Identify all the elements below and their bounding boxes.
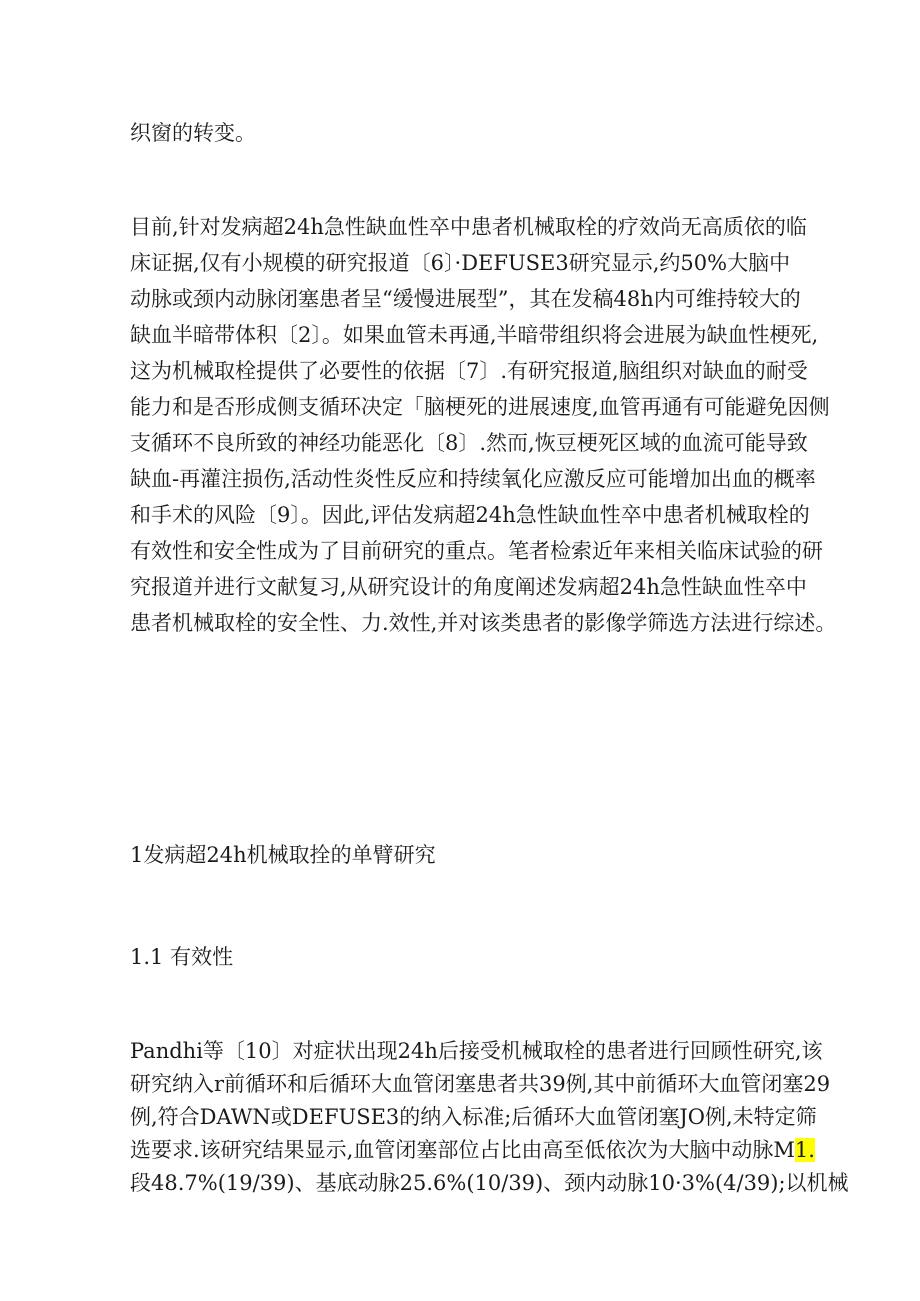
text-line: 目前,针对发病超24h急性缺血性卒中患者机械取栓的疗效尚无高质依的临 bbox=[130, 215, 807, 239]
section-heading: 1发病超24h机械取拴的单臂研究 bbox=[130, 843, 436, 867]
text-line: 和手术的风险〔9〕。因此,评估发病超24h急性缺血性卒中患者机械取栓的 bbox=[130, 503, 810, 527]
text-segment: 选要求.该研究结果显示,血管闭塞部位占比由高至低依次为大脑中动脉M bbox=[130, 1138, 795, 1162]
text-line: 有效性和安全性成为了目前研究的重点。笔者检索近年来相关临床试验的研 bbox=[130, 539, 823, 563]
highlighted-text: 1. bbox=[794, 1138, 815, 1162]
text-line: 例,符合DAWN或DEFUSE3的纳入标准;后循环大血管闭塞JO例,未特定筛 bbox=[130, 1105, 817, 1129]
text-line: 床证据,仅有小规模的研究报道〔6〕·DEFUSE3研究显示,约50%大脑中 bbox=[130, 251, 791, 275]
text-line: 患者机械取栓的安全性、力.效性,并对该类患者的影像学筛选方法进行综述。 bbox=[130, 611, 837, 635]
text-line: 研究纳入r前循环和后循环大血管闭塞患者共39例,其中前循环大血管闭塞29 bbox=[130, 1072, 831, 1096]
text-line: 能力和是否形成侧支循环决定「脑梗死的进展速度,血管再通有可能避免因侧 bbox=[130, 395, 830, 419]
text-line: 缺血半暗带体积〔2〕。如果血管未再通,半暗带组织将会进展为缺血性梗死, bbox=[130, 323, 819, 347]
text-line: 支循环不良所致的神经功能恶化〔8〕.然而,恢豆梗死区域的血流可能导致 bbox=[130, 431, 808, 455]
top-line: 织窗的转变。 bbox=[130, 121, 256, 145]
text-line: 动脉或颈内动脉闭塞患者呈“缓慢进展型”，其在发稿48h内可维持较大的 bbox=[130, 287, 801, 311]
text-line: 这为机械取栓提供了必要性的依据〔7〕.有研究报道,脑组织对缺血的耐受 bbox=[130, 359, 808, 383]
paragraph-2 bbox=[130, 1035, 849, 1200]
subsection-heading: 1.1 有效性 bbox=[130, 945, 234, 969]
text-line: Pandhi等〔10〕对症状出现24h后接受机械取栓的患者进行回顾性研究,该 bbox=[130, 1039, 823, 1063]
paragraph-1 bbox=[130, 209, 837, 641]
text-line: 究报道并进行文献复习,从研究设计的角度阐述发病超24h急性缺血性卒中 bbox=[130, 575, 807, 599]
text-line: 段48.7%(19/39)、基底动脉25.6%(10/39)、颈内动脉10·3%(4/39);以机械 bbox=[130, 1171, 849, 1195]
text-line: 缺血-再灌注损伤,活动性炎性反应和持续氧化应激反应可能增加出血的概率 bbox=[130, 467, 816, 491]
text-line bbox=[130, 1134, 815, 1167]
